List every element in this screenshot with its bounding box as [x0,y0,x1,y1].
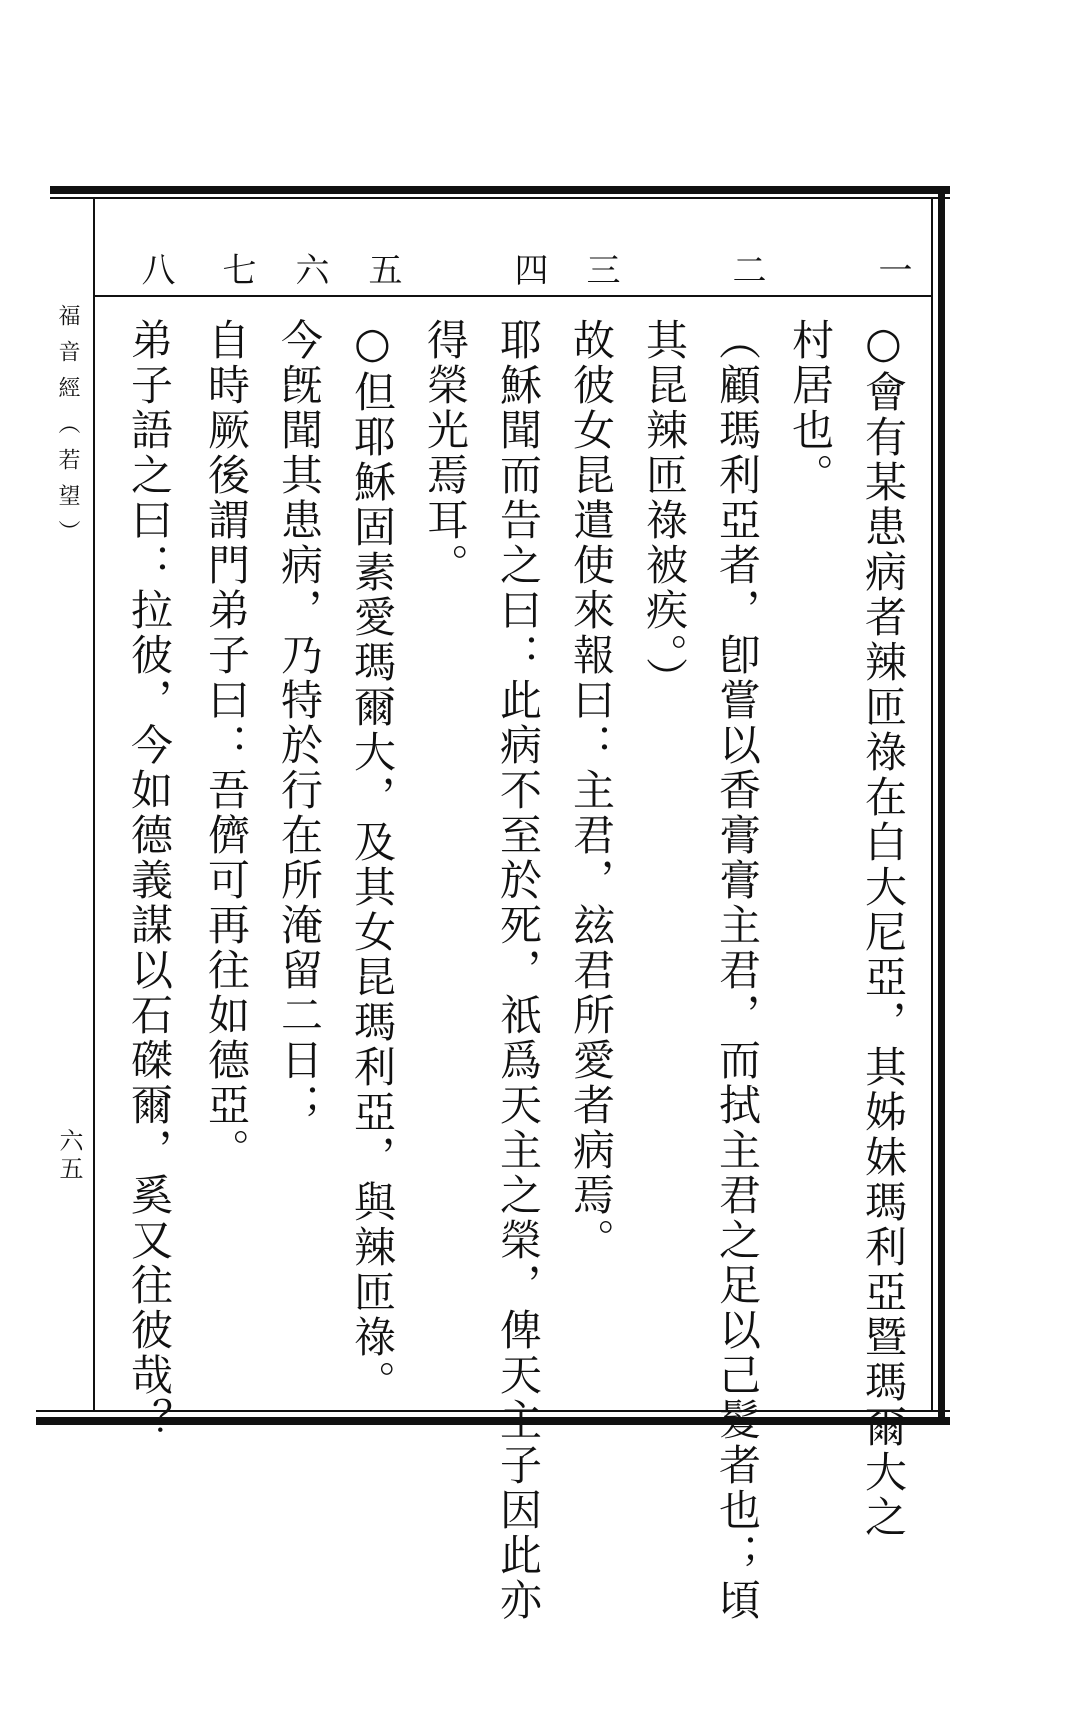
frame-right-thin [931,199,933,1410]
text-column: ○但耶穌固素愛瑪爾大，及其女昆瑪利亞，與辣匝祿。 [348,318,397,1405]
text-column: 自時厥後謂門弟子曰：吾儕可再往如德亞。 [202,318,251,1173]
verse-number: 三 [580,252,620,286]
text-column: （顧瑪利亞者，卽嘗以香膏膏主君，而拭主君之足以己髮者也；頃 [713,318,762,1623]
text-column: 弟子語之曰：拉彼，今如德義謀以石磔爾，奚又往彼哉？ [125,318,174,1443]
verse-number: 二 [726,252,766,286]
text-column: 今旣聞其患病，乃特於行在所淹留二日； [275,318,324,1128]
verse-number: 七 [216,252,256,286]
text-column: 得榮光焉耳。 [421,318,470,588]
verse-number: 四 [508,252,548,286]
header-rule [95,295,931,297]
text-column: 村居也。 [786,318,835,498]
text-column: 故彼女昆遣使來報曰：主君，玆君所愛者病焉。 [567,318,616,1263]
text-column: ○會有某患病者辣匝祿在白大尼亞，其姊妹瑪利亞暨瑪爾大之 [859,318,908,1540]
frame-right [938,186,945,1424]
verse-number: 五 [362,252,402,286]
page-number: 六五 [55,1128,83,1184]
margin-title: 福音經（若望） [55,304,80,556]
verse-number: 六 [289,252,329,286]
verse-number: 一 [872,252,912,286]
text-column: 耶穌聞而告之曰：此病不至於死，祇爲天主之榮，俾天主子因此亦 [494,318,543,1623]
frame-top-thin [50,197,950,199]
text-column: 其昆辣匝祿被疾。） [640,318,689,702]
frame-left [93,199,95,1410]
verse-number: 八 [135,252,175,286]
frame-top [50,186,950,194]
